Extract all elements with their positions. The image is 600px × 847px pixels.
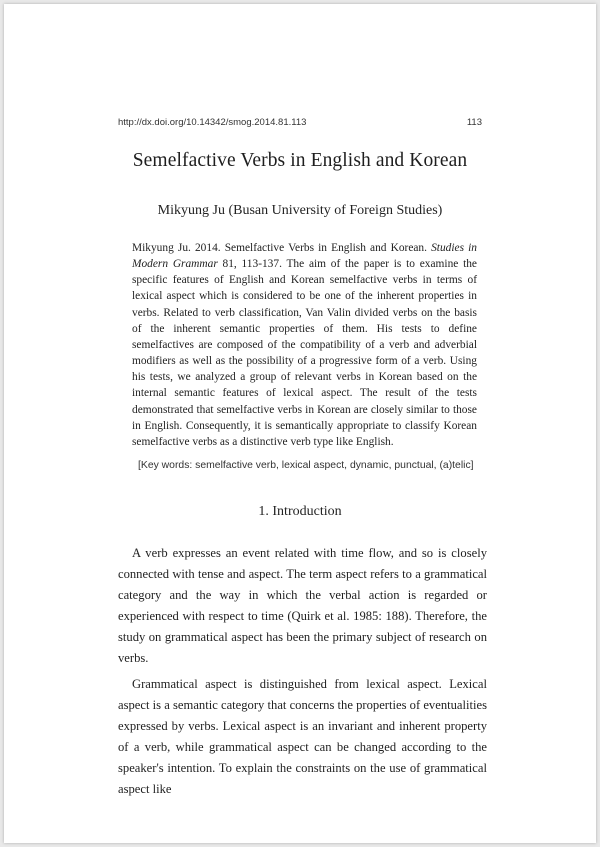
paragraph: Grammatical aspect is distinguished from lexical aspect. Lexical aspect is a semantic category that concerns the properties of eventualities expressed by verbs. Lexical aspect is an invariant and inherent property of a verb, while grammatical aspect can be changed according to the speaker's intention. To explain the constraints on the use of grammatical aspect like — [118, 677, 487, 796]
section-heading: 1. Introduction — [258, 504, 342, 519]
page-number: 113 — [466, 117, 482, 128]
keywords: [Key words: semelfactive verb, lexical aspect, dynamic, punctual, (a)telic] — [138, 460, 474, 471]
abstract-text: 81, 113-137. The aim of the paper is to examine the specific features of English and Korean semelfactive verbs in terms of lexical aspect which is considered to be one of the inherent properties in verbs. Related to verb classification, Van Valin divided verbs on the basis of the inherent semantic properties of them. His tests to define semelfactives are composed of the compatibility of a verb and adverbial modifiers as well as the possibility of a progressive form of a verb. Using his tests, we analyzed a group of relevant verbs in Korean based on the internal semantic features of lexical aspect. The result of the tests demonstrated that semelfactive verbs in Korean are closely similar to those in English. Consequently, it is semantically appropriate to classify Korean semelfactive verbs as a distinctive verb type like English. — [132, 258, 477, 448]
paper-title: Semelfactive Verbs in English and Korean — [132, 150, 468, 171]
paper-page — [4, 4, 596, 843]
doi-link[interactable]: http://dx.doi.org/10.14342/smog.2014.81.113 — [118, 117, 307, 128]
running-header — [118, 117, 482, 128]
journal-name: Studies in Modern Grammar — [132, 242, 477, 271]
abstract-citation-lead: Mikyung Ju. 2014. Semelfactive Verbs in English and Korean. — [132, 242, 427, 254]
body-text — [118, 543, 487, 806]
author-line: Mikyung Ju (Busan University of Foreign Studies) — [157, 203, 443, 218]
abstract — [132, 240, 477, 450]
paragraph: A verb expresses an event related with time flow, and so is closely connected with tense and aspect. The term aspect refers to a grammatical category and the way in which the verbal action is regarded or experienced with respect to time (Quirk et al. 1985: 188). Therefore, the study on grammatical aspect has been the primary subject of research on verbs. — [118, 546, 487, 665]
